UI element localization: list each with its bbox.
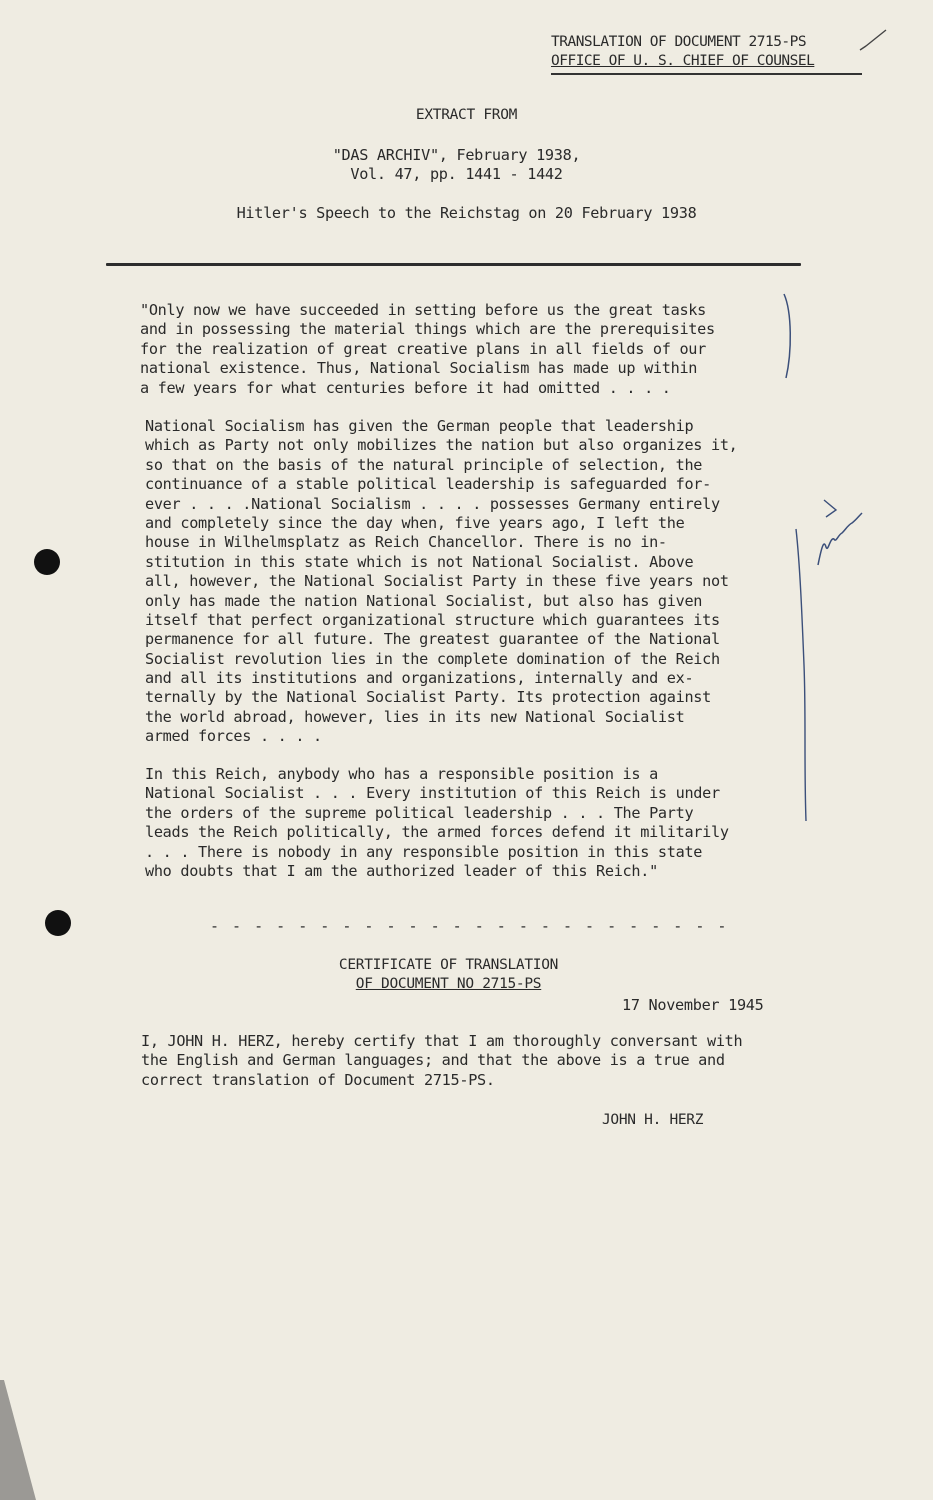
- signer-name: JOHN H. HERZ: [602, 1112, 704, 1128]
- text-line: stitution in this state which is not National Socialist. Above: [145, 552, 694, 571]
- text-line: itself that perfect organizational structure which guarantees its: [145, 610, 720, 629]
- text-line: correct translation of Document 2715-PS.: [141, 1070, 495, 1089]
- body-paragraph-3: [145, 765, 729, 881]
- text-line: the English and German languages; and that the above is a true and: [141, 1051, 725, 1070]
- text-line: only has made the nation National Socialist, but also has given: [145, 591, 703, 610]
- section-separator: - - - - - - - - - - - - - - - - - - - - - - - -: [210, 917, 729, 935]
- certificate-date: 17 November 1945: [622, 996, 764, 1014]
- text-line: . . . There is nobody in any responsible position in this state: [145, 842, 703, 861]
- header-underline: [551, 73, 862, 75]
- source-line-1: "DAS ARCHIV", February 1938,: [332, 146, 581, 164]
- text-line: the orders of the supreme political leadership . . . The Party: [145, 803, 694, 822]
- text-line: a few years for what centuries before it had omitted . . . .: [140, 378, 671, 397]
- body-paragraph-1: [140, 301, 715, 398]
- extract-heading: EXTRACT FROM: [415, 107, 518, 123]
- text-line: ever . . . .National Socialism . . . . possesses Germany entirely: [145, 494, 720, 513]
- text-line: "Only now we have succeeded in setting before us the great tasks: [140, 301, 706, 319]
- title-divider: [106, 263, 801, 266]
- text-line: and all its institutions and organizations, internally and ex-: [145, 669, 694, 688]
- text-line: all, however, the National Socialist Party in these five years not: [145, 572, 729, 591]
- margin-bracket-top: [780, 292, 800, 382]
- text-line: In this Reich, anybody who has a responsible position is a: [145, 765, 658, 783]
- text-line: permanence for all future. The greatest guarantee of the National: [145, 630, 720, 649]
- text-line: national existence. Thus, National Socialism has made up within: [140, 359, 698, 378]
- header-office-line: OFFICE OF U. S. CHIEF OF COUNSEL: [551, 53, 815, 69]
- text-line: which as Party not only mobilizes the nation but also organizes it,: [145, 436, 738, 455]
- text-line: and completely since the day when, five years ago, I left the: [145, 513, 685, 532]
- text-line: Socialist revolution lies in the complete domination of the Reich: [145, 649, 720, 668]
- text-line: leads the Reich politically, the armed forces defend it militarily: [145, 823, 729, 842]
- text-line: so that on the basis of the natural principle of selection, the: [145, 455, 703, 474]
- text-line: armed forces . . . .: [145, 727, 322, 746]
- body-paragraph-2: [145, 417, 738, 747]
- punch-hole: [34, 549, 60, 575]
- certificate-title: CERTIFICATE OF TRANSLATION: [338, 957, 559, 973]
- text-line: continuance of a stable political leadership is safeguarded for-: [145, 475, 711, 494]
- certificate-text: [141, 1032, 742, 1090]
- text-line: house in Wilhelmsplatz as Reich Chancellor. There is no in-: [145, 533, 667, 552]
- text-line: and in possessing the material things which are the prerequisites: [140, 320, 715, 339]
- page-edge-shadow: [0, 1380, 40, 1500]
- text-line: ternally by the National Socialist Party. Its protection against: [145, 688, 711, 707]
- text-line: the world abroad, however, lies in its new National Socialist: [145, 707, 685, 726]
- check-mark-icon: [858, 28, 888, 56]
- punch-hole: [45, 910, 71, 936]
- speech-subject: Hitler's Speech to the Reichstag on 20 February 1938: [236, 204, 697, 222]
- text-line: National Socialism has given the German people that leadership: [145, 417, 694, 435]
- text-line: I, JOHN H. HERZ, hereby certify that I am thoroughly conversant with: [141, 1032, 743, 1050]
- text-line: who doubts that I am the authorized leader of this Reich.": [145, 861, 658, 880]
- source-line-2: Vol. 47, pp. 1441 - 1442: [350, 165, 563, 183]
- header-translation-line: TRANSLATION OF DOCUMENT 2715-PS: [551, 34, 807, 50]
- text-line: for the realization of great creative plans in all fields of our: [140, 339, 706, 358]
- handwritten-initials-icon: [812, 495, 867, 575]
- text-line: National Socialist . . . Every institution of this Reich is under: [145, 784, 720, 803]
- certificate-document-number: OF DOCUMENT NO 2715-PS: [355, 976, 542, 992]
